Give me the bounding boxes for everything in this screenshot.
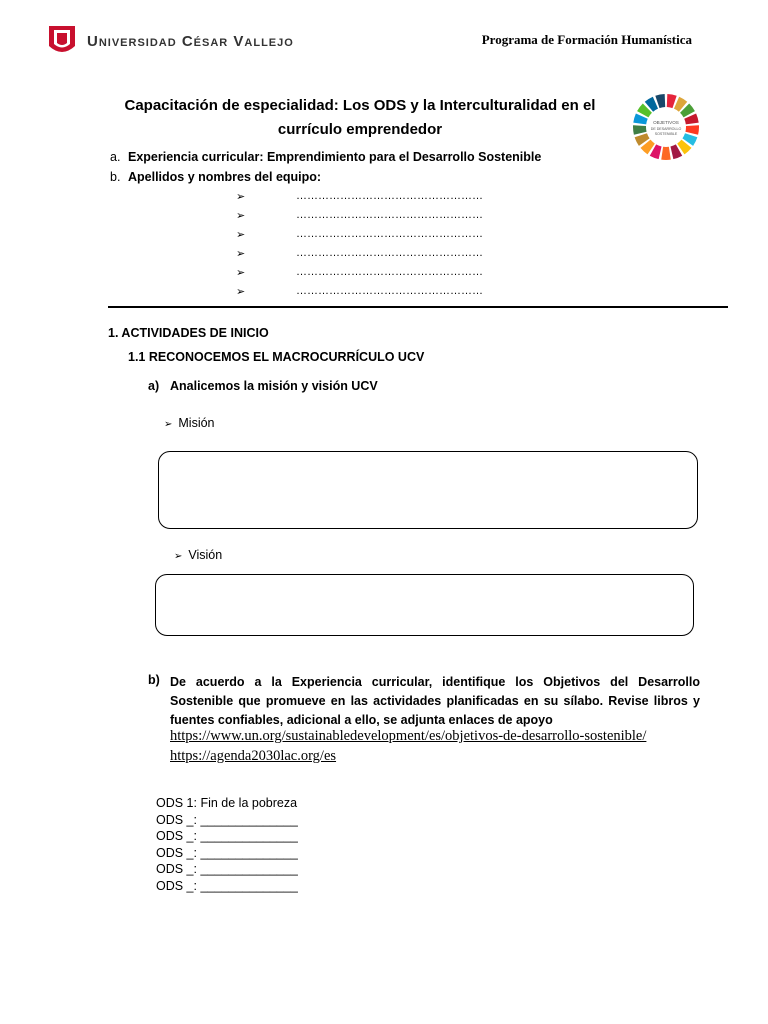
ods-item[interactable]: ODS _: ______________ — [156, 878, 298, 893]
ods-instructions-text: De acuerdo a la Experiencia curricular, identifique los Objetivos del Desarrollo Sostenible que promueve en las actividades planificadas en su sílabo. Revise libros y fuentes confiables, adicional a ello, se adjunta enlaces de apoyo — [170, 675, 700, 727]
analyze-text: Analicemos la misión y visión UCV — [170, 379, 378, 393]
sdg-logo-text-2: DE DESARROLLO — [650, 127, 682, 131]
sdg-logo-text-1: OBJETIVOS — [653, 120, 679, 125]
university-name: Universidad César Vallejo — [87, 32, 294, 50]
item-b-label: b. — [110, 170, 121, 184]
subsection-heading: 1.1 RECONOCEMOS EL MACROCURRÍCULO UCV — [128, 350, 425, 364]
item-a — [110, 150, 541, 164]
analyze-label: a) — [148, 379, 160, 393]
vision-label: Visión — [188, 548, 223, 562]
vision-item — [174, 548, 222, 562]
ods-item[interactable]: ODS _: ______________ — [156, 845, 298, 860]
team-member-blank[interactable]: …………………………………………… — [296, 228, 483, 240]
arrow-bullet-icon: ➢ — [174, 551, 183, 562]
arrow-bullet-icon: ➢ — [236, 210, 246, 222]
program-name: Programa de Formación Humanística — [481, 32, 692, 47]
team-member-row — [236, 190, 483, 203]
item-a-text: Experiencia curricular: Emprendimiento para el Desarrollo Sostenible — [128, 150, 542, 164]
team-member-blank[interactable]: …………………………………………… — [296, 285, 483, 297]
team-member-row — [236, 266, 483, 279]
sdg-logo-text-3: SOSTENIBLE — [654, 132, 678, 136]
title-line-2: currículo emprendedor — [277, 121, 443, 138]
arrow-bullet-icon: ➢ — [236, 267, 246, 279]
mision-label: Misión — [178, 416, 215, 430]
arrow-bullet-icon: ➢ — [236, 248, 246, 260]
mision-textbox[interactable] — [158, 451, 698, 529]
team-member-row — [236, 209, 483, 222]
agenda-link[interactable] — [170, 748, 336, 765]
team-member-row — [236, 247, 483, 260]
ods-list — [156, 795, 298, 894]
item-b-text: Apellidos y nombres del equipo: — [128, 170, 322, 184]
sdg-wheel-segment — [661, 147, 671, 160]
ucv-emblem-icon — [47, 24, 77, 58]
arrow-bullet-icon: ➢ — [236, 191, 246, 203]
team-member-blank[interactable]: …………………………………………… — [296, 266, 483, 278]
arrow-bullet-icon: ➢ — [236, 286, 246, 298]
item-a-analyze — [148, 379, 378, 393]
ods-item[interactable]: ODS _: ______________ — [156, 862, 298, 876]
item-b — [110, 170, 321, 184]
item-a-label: a. — [110, 150, 121, 164]
ods-instructions — [170, 673, 700, 730]
sdg-wheel-segment — [633, 125, 647, 134]
mision-item — [164, 416, 215, 430]
title-line-1: Capacitación de especialidad: Los ODS y la Interculturalidad en el — [124, 97, 596, 114]
university-logo — [47, 24, 294, 58]
ods-item: ODS 1: Fin de la pobreza — [156, 796, 298, 810]
item-b-label: b) — [148, 673, 160, 687]
team-member-blank[interactable]: …………………………………………… — [296, 190, 483, 202]
un-link[interactable] — [170, 728, 646, 745]
ods-item[interactable]: ODS _: ______________ — [156, 829, 298, 843]
team-member-blank[interactable]: …………………………………………… — [296, 247, 483, 259]
agenda-link-text[interactable]: https://agenda2030lac.org/es — [170, 748, 337, 764]
sdg-wheel-icon — [632, 93, 700, 161]
team-member-row — [236, 228, 483, 241]
vision-textbox[interactable] — [155, 574, 694, 636]
team-member-row — [236, 285, 483, 298]
team-member-blank[interactable]: …………………………………………… — [296, 209, 483, 221]
un-link-text[interactable]: https://www.un.org/sustainabledevelopment/es/objetivos-de-desarrollo-sostenible/ — [170, 728, 647, 744]
section-divider — [108, 306, 728, 308]
arrow-bullet-icon: ➢ — [164, 419, 173, 430]
ods-item[interactable]: ODS _: ______________ — [156, 812, 298, 827]
arrow-bullet-icon: ➢ — [236, 229, 246, 241]
page-title — [100, 94, 620, 142]
sdg-wheel-segment — [685, 125, 699, 134]
section-heading: 1. ACTIVIDADES DE INICIO — [108, 326, 269, 340]
